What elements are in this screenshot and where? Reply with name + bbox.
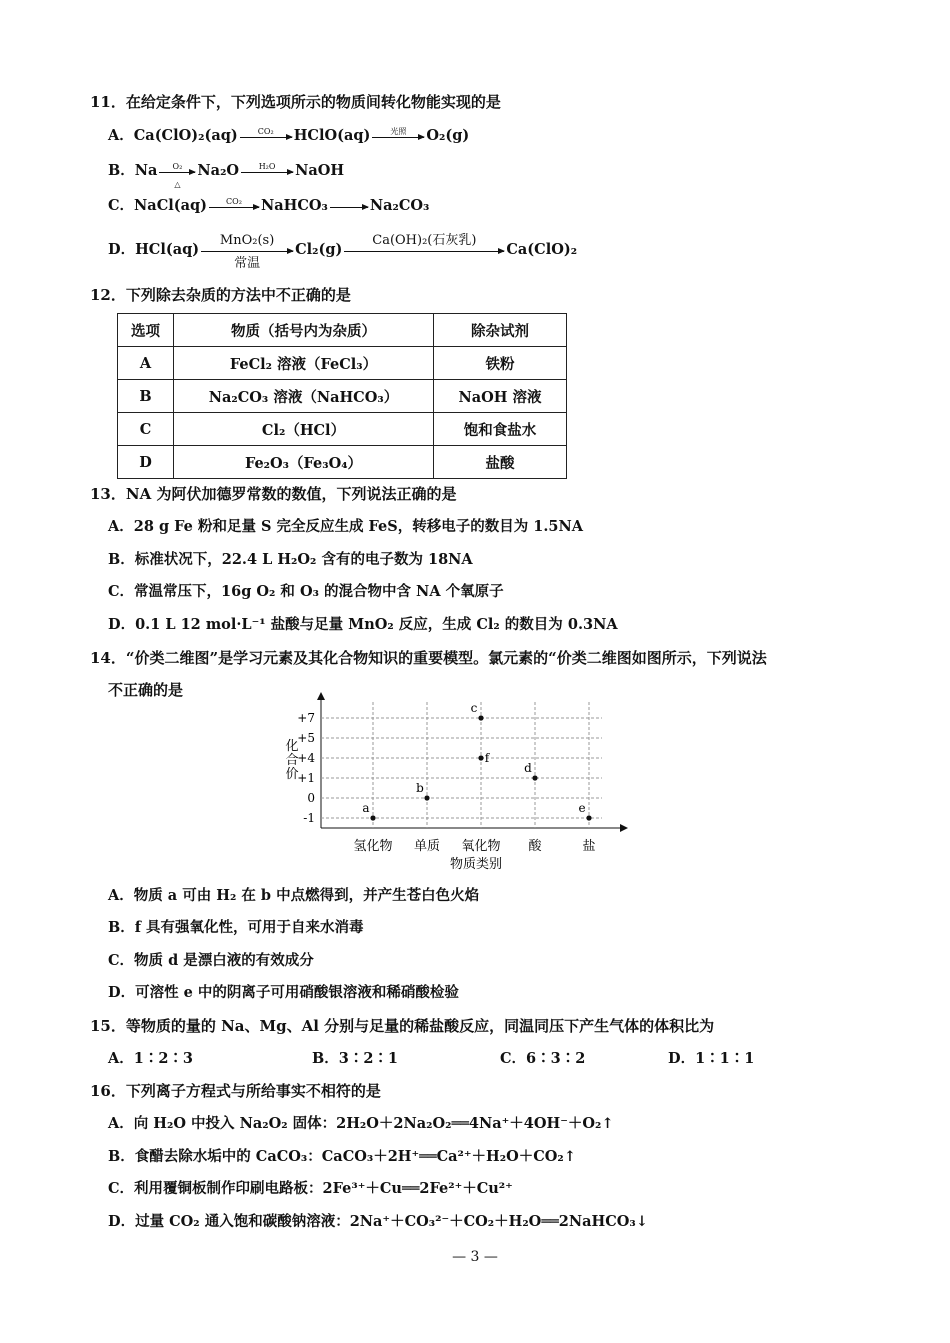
- y-tick-label: -1: [303, 811, 315, 825]
- q11-c-label: C．: [108, 197, 135, 214]
- table-header-row: [118, 314, 567, 347]
- q16-option-c: C．利用覆铜板制作印刷电路板：2Fe³⁺＋Cu══2Fe²⁺＋Cu²⁺: [108, 1180, 513, 1197]
- table-cell: 饱和食盐水: [434, 413, 567, 446]
- q14-option-b: B．f 具有强氧化性，可用于自来水消毒: [108, 919, 364, 936]
- x-tick-label: 酸: [528, 839, 542, 854]
- x-tick-label: 单质: [413, 839, 441, 854]
- q12-stem: 12．下列除去杂质的方法中不正确的是: [90, 286, 351, 304]
- q15-stem: 15．等物质的量的 Na、Mg、Al 分别与足量的稀盐酸反应，同温同压下产生气体的体积比为: [90, 1017, 715, 1035]
- q11-c-s3: Na₂CO₃: [369, 197, 430, 214]
- data-label-a: a: [362, 801, 370, 815]
- q11-b-arrow2-cond: H₂O: [258, 161, 276, 171]
- q14-option-a: A．物质 a 可由 H₂ 在 b 中点燃得到，并产生苍白色火焰: [108, 887, 480, 904]
- table-cell: C: [118, 413, 174, 446]
- table-cell: Na₂CO₃ 溶液（NaHCO₃）: [174, 380, 434, 413]
- q11-a-arrow2: [372, 126, 424, 137]
- page-number: — 3 —: [452, 1249, 498, 1265]
- x-tick-label: 氢化物: [353, 839, 393, 854]
- q11-b-arrow1-bottom: △: [174, 179, 181, 189]
- q11-d-s1: HCl(aq): [135, 241, 200, 258]
- q14-option-d: D．可溶性 e 中的阴离子可用硝酸银溶液和稀硝酸检验: [108, 984, 459, 1001]
- q11-d-arrow2: [344, 232, 504, 251]
- q11-b-s1: Na: [134, 162, 158, 179]
- q15-option-a: A．1∶2∶3: [108, 1050, 194, 1067]
- q11-c-arrow2: [330, 206, 368, 207]
- data-label-b: b: [416, 781, 424, 795]
- q16-option-b: B．食醋去除水垢中的 CaCO₃：CaCO₃＋2H⁺══Ca²⁺＋H₂O＋CO₂↑: [108, 1148, 576, 1165]
- q11-a-label: A．: [108, 127, 134, 144]
- q11-a-s3: O₂(g): [426, 127, 470, 144]
- table-row: [118, 380, 567, 413]
- q11-option-d: [108, 232, 578, 271]
- table-header: 除杂试剂: [434, 314, 567, 347]
- q13-option-a: A．28 g Fe 粉和足量 S 完全反应生成 FeS，转移电子的数目为 1.5NA: [108, 518, 584, 535]
- q13-stem: 13．NA 为阿伏加德罗常数的数值，下列说法正确的是: [90, 485, 457, 503]
- q11-c-s2: NaHCO₃: [261, 197, 328, 214]
- q11-b-arrow1-top: O₂: [172, 161, 183, 171]
- q11-option-b: [108, 161, 345, 189]
- q13-option-c: C．常温常压下，16g O₂ 和 O₃ 的混合物中含 NA 个氧原子: [108, 583, 504, 600]
- table-cell: Fe₂O₃（Fe₃O₄）: [174, 446, 434, 479]
- q12-table: [117, 313, 567, 479]
- q11-d-s2: Cl₂(g): [295, 241, 343, 258]
- q13-option-b: B．标准状况下，22.4 L H₂O₂ 含有的电子数为 18NA: [108, 551, 473, 568]
- q11-stem: 11．在给定条件下，下列选项所示的物质间转化物能实现的是: [90, 93, 501, 111]
- table-cell: 盐酸: [434, 446, 567, 479]
- table-cell: A: [118, 347, 174, 380]
- table-row: [118, 347, 567, 380]
- q11-a-arrow1: [240, 126, 292, 137]
- q14-stem: 14．“价类二维图”是学习元素及其化合物知识的重要模型。氯元素的“价类二维图如图所示，下列说法: [90, 649, 767, 667]
- y-axis-arrow: [317, 692, 325, 700]
- q11-option-c: [108, 196, 429, 216]
- q11-c-arrow1-cond: CO₂: [226, 196, 242, 206]
- q13-option-d: D．0.1 L 12 mol·L⁻¹ 盐酸与足量 MnO₂ 反应，生成 Cl₂ 的数目为 0.3NA: [108, 616, 618, 633]
- x-axis-label: 物质类别: [449, 857, 503, 872]
- q15-option-b: B．3∶2∶1: [312, 1050, 399, 1067]
- y-axis-label-3: 价: [285, 767, 299, 782]
- table-cell: FeCl₂ 溶液（FeCl₃）: [174, 347, 434, 380]
- q16-option-d: D．过量 CO₂ 通入饱和碳酸钠溶液：2Na⁺＋CO₃²⁻＋CO₂＋H₂O══2NaHCO₃↓: [108, 1213, 648, 1230]
- q11-d-arrow1: [201, 232, 293, 271]
- q11-b-arrow2: [241, 161, 293, 172]
- x-ticks: [353, 838, 595, 854]
- q11-c-s1: NaCl(aq): [134, 197, 207, 214]
- valence-category-chart: [270, 690, 640, 875]
- data-point-a: [370, 815, 375, 820]
- q11-d-label: D．: [108, 241, 136, 258]
- q11-b-label: B．: [108, 162, 135, 179]
- q11-a-arrow2-cond: 光照: [390, 126, 407, 136]
- table-cell: 铁粉: [434, 347, 567, 380]
- q11-d-arrow1-bottom: 常温: [234, 255, 261, 271]
- q11-a-s2: HClO(aq): [293, 127, 371, 144]
- q15-option-c: C．6∶3∶2: [500, 1050, 586, 1067]
- table-cell: B: [118, 380, 174, 413]
- q16-stem: 16．下列离子方程式与所给事实不相符的是: [90, 1082, 381, 1100]
- data-point-e: [586, 815, 591, 820]
- y-tick-label: +7: [297, 711, 315, 725]
- x-tick-label: 盐: [582, 839, 596, 854]
- y-tick-label: +1: [297, 771, 315, 785]
- y-ticks: [297, 711, 315, 825]
- q11-d-s3: Ca(ClO)₂: [506, 241, 578, 258]
- data-point-d: [532, 775, 537, 780]
- y-axis-label-2: 合: [285, 753, 299, 768]
- x-axis-arrow: [620, 824, 628, 832]
- q15-option-d: D．1∶1∶1: [668, 1050, 755, 1067]
- q11-b-s2: Na₂O: [197, 162, 240, 179]
- q11-option-a: [108, 126, 469, 146]
- q14-stem-cont: 不正确的是: [108, 681, 184, 699]
- data-label-f: f: [484, 751, 490, 765]
- q14-option-c: C．物质 d 是漂白液的有效成分: [108, 952, 314, 969]
- q11-d-arrow1-top: MnO₂(s): [219, 232, 275, 248]
- data-label-c: c: [470, 701, 478, 715]
- q11-b-s3: NaOH: [295, 162, 345, 179]
- table-header: 物质（括号内为杂质）: [174, 314, 434, 347]
- x-tick-label: 氧化物: [461, 839, 501, 854]
- y-tick-label: +4: [297, 751, 315, 765]
- y-tick-label: 0: [307, 791, 315, 805]
- q11-d-arrow2-cond: Ca(OH)₂(石灰乳): [372, 232, 477, 248]
- table-header: 选项: [118, 314, 174, 347]
- q11-a-arrow1-cond: CO₂: [257, 126, 274, 136]
- table-row: [118, 413, 567, 446]
- y-axis-label-1: 化: [285, 739, 299, 754]
- data-points: [362, 701, 591, 821]
- q11-b-arrow1: [159, 161, 195, 189]
- y-tick-label: +5: [297, 731, 315, 745]
- data-point-b: [424, 795, 429, 800]
- data-point-c: [478, 715, 483, 720]
- table-cell: D: [118, 446, 174, 479]
- table-cell: NaOH 溶液: [434, 380, 567, 413]
- table-cell: Cl₂（HCl）: [174, 413, 434, 446]
- q16-option-a: A．向 H₂O 中投入 Na₂O₂ 固体：2H₂O＋2Na₂O₂══4Na⁺＋4OH⁻＋O₂↑: [108, 1115, 614, 1132]
- data-point-f: [478, 755, 483, 760]
- q11-a-s1: Ca(ClO)₂(aq): [133, 127, 238, 144]
- data-label-d: d: [524, 761, 532, 775]
- q11-c-arrow1: [209, 196, 259, 207]
- data-label-e: e: [578, 801, 586, 815]
- table-row: [118, 446, 567, 479]
